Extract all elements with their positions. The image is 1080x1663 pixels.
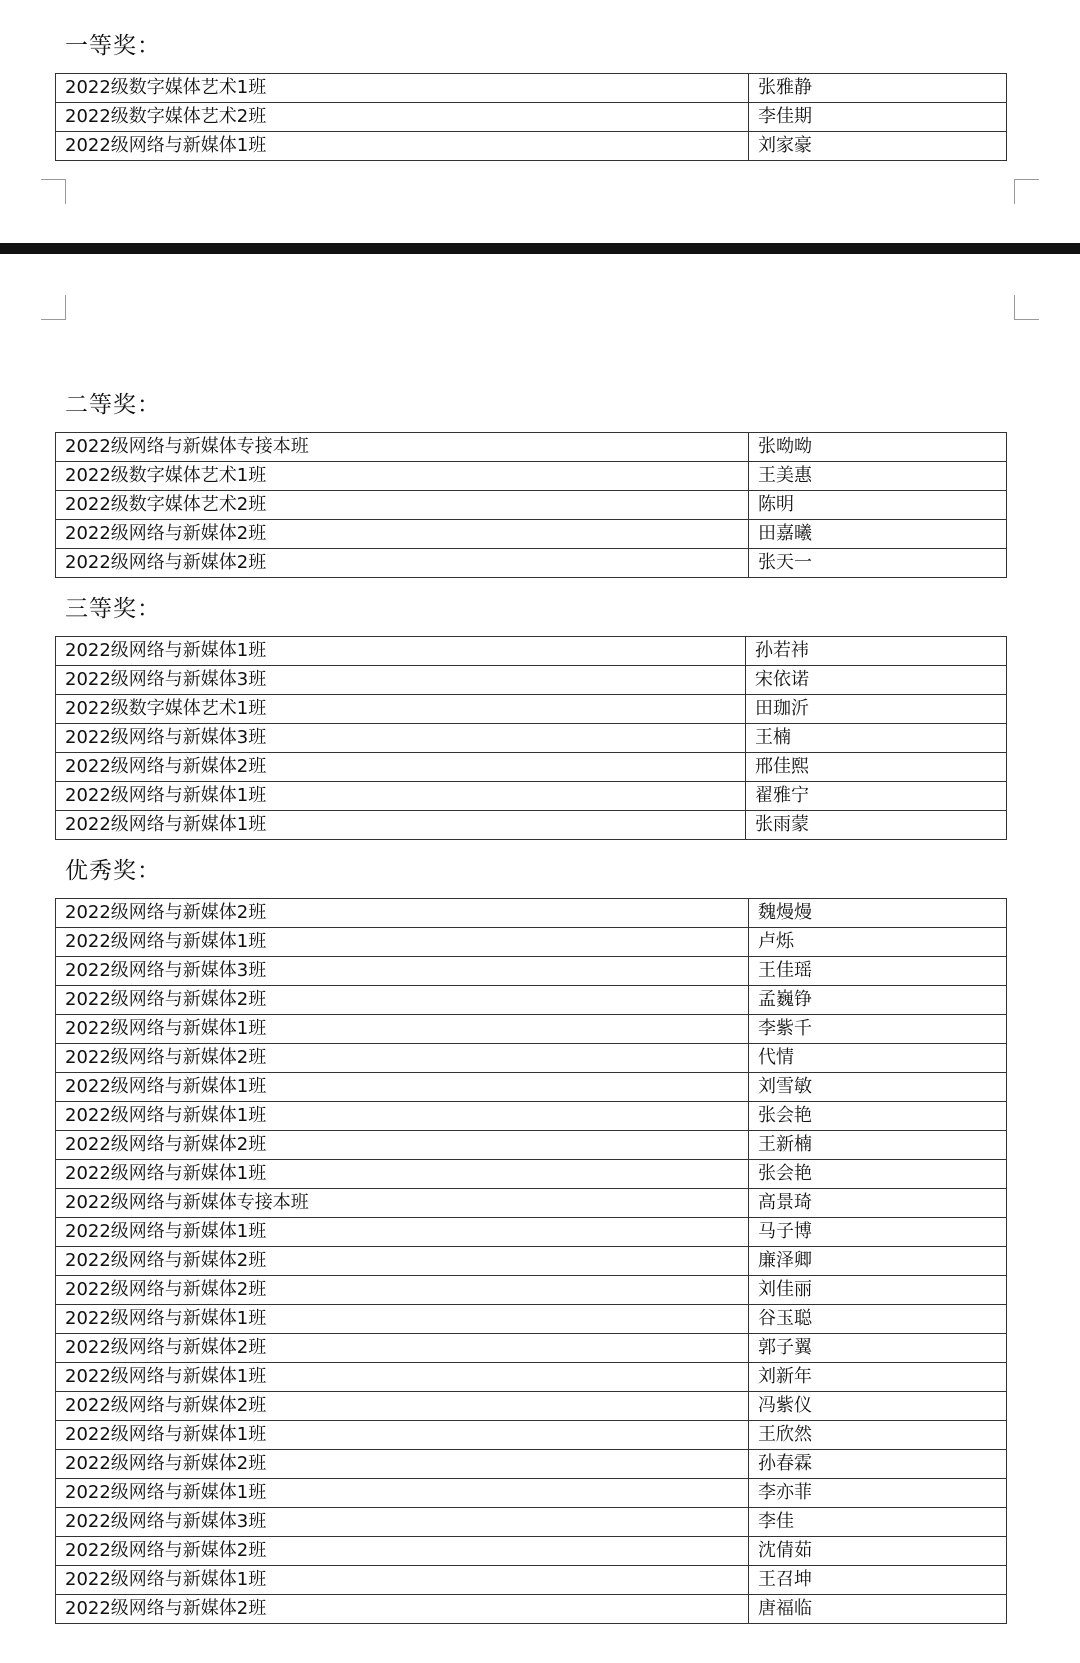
table-row: [56, 1015, 1007, 1044]
class-name-cell: 2022级网络与新媒体1班: [56, 1015, 749, 1044]
table-row: [56, 491, 1007, 520]
class-name-cell: 2022级网络与新媒体1班: [56, 1305, 749, 1334]
table-row: [56, 1131, 1007, 1160]
class-name-cell: 2022级网络与新媒体1班: [56, 1218, 749, 1247]
third-prize-table: [55, 636, 1007, 840]
class-name-cell: 2022级网络与新媒体1班: [56, 811, 746, 840]
student-name-cell: 邢佳熙: [746, 753, 1007, 782]
table-row: [56, 433, 1007, 462]
section-title-second-prize: 二等奖：: [65, 392, 161, 418]
second-prize-table: [55, 432, 1007, 578]
table-row: [56, 1276, 1007, 1305]
student-name-cell: 王欣然: [749, 1421, 1007, 1450]
table-row: [56, 549, 1007, 578]
student-name-cell: 王美惠: [749, 462, 1007, 491]
class-name-cell: 2022级网络与新媒体3班: [56, 666, 746, 695]
first-prize-table: [55, 73, 1007, 161]
table-row: [56, 753, 1007, 782]
student-name-cell: 刘佳丽: [749, 1276, 1007, 1305]
student-name-cell: 张雅静: [749, 74, 1007, 103]
table-row: [56, 928, 1007, 957]
student-name-cell: 唐福临: [749, 1595, 1007, 1624]
table-row: [56, 462, 1007, 491]
student-name-cell: 李亦菲: [749, 1479, 1007, 1508]
student-name-cell: 卢烁: [749, 928, 1007, 957]
section-title-excellence-prize: 优秀奖：: [65, 858, 161, 884]
table-row: [56, 1189, 1007, 1218]
class-name-cell: 2022级网络与新媒体2班: [56, 1537, 749, 1566]
table-row: [56, 520, 1007, 549]
class-name-cell: 2022级网络与新媒体1班: [56, 637, 746, 666]
class-name-cell: 2022级网络与新媒体2班: [56, 1334, 749, 1363]
student-name-cell: 张天一: [749, 549, 1007, 578]
table-row: [56, 811, 1007, 840]
student-name-cell: 王佳瑶: [749, 957, 1007, 986]
page-corner-mark: [1014, 179, 1039, 204]
table-row: [56, 957, 1007, 986]
table-row: [56, 782, 1007, 811]
table-row: [56, 1334, 1007, 1363]
class-name-cell: 2022级网络与新媒体3班: [56, 1508, 749, 1537]
class-name-cell: 2022级网络与新媒体2班: [56, 1392, 749, 1421]
excellence-prize-table: [55, 898, 1007, 1624]
student-name-cell: 郭子翼: [749, 1334, 1007, 1363]
student-name-cell: 王新楠: [749, 1131, 1007, 1160]
section-title-first-prize: 一等奖：: [65, 33, 161, 59]
class-name-cell: 2022级网络与新媒体3班: [56, 724, 746, 753]
table-row: [56, 1479, 1007, 1508]
student-name-cell: 谷玉聪: [749, 1305, 1007, 1334]
student-name-cell: 沈倩茹: [749, 1537, 1007, 1566]
class-name-cell: 2022级网络与新媒体2班: [56, 986, 749, 1015]
class-name-cell: 2022级网络与新媒体2班: [56, 1276, 749, 1305]
student-name-cell: 王楠: [746, 724, 1007, 753]
student-name-cell: 翟雅宁: [746, 782, 1007, 811]
table-row: [56, 1073, 1007, 1102]
table-row: [56, 666, 1007, 695]
class-name-cell: 2022级网络与新媒体2班: [56, 549, 749, 578]
class-name-cell: 2022级网络与新媒体2班: [56, 1044, 749, 1073]
student-name-cell: 李紫千: [749, 1015, 1007, 1044]
class-name-cell: 2022级网络与新媒体2班: [56, 520, 749, 549]
table-row: [56, 724, 1007, 753]
student-name-cell: 田嘉曦: [749, 520, 1007, 549]
student-name-cell: 田珈沂: [746, 695, 1007, 724]
table-row: [56, 986, 1007, 1015]
class-name-cell: 2022级网络与新媒体2班: [56, 753, 746, 782]
student-name-cell: 陈明: [749, 491, 1007, 520]
table-row: [56, 103, 1007, 132]
student-name-cell: 刘新年: [749, 1363, 1007, 1392]
student-name-cell: 魏熳熳: [749, 899, 1007, 928]
student-name-cell: 孙春霖: [749, 1450, 1007, 1479]
class-name-cell: 2022级网络与新媒体2班: [56, 1595, 749, 1624]
class-name-cell: 2022级网络与新媒体1班: [56, 132, 749, 161]
student-name-cell: 李佳期: [749, 103, 1007, 132]
student-name-cell: 李佳: [749, 1508, 1007, 1537]
table-row: [56, 1595, 1007, 1624]
class-name-cell: 2022级网络与新媒体1班: [56, 1160, 749, 1189]
page-corner-mark: [1014, 295, 1039, 320]
table-row: [56, 74, 1007, 103]
class-name-cell: 2022级网络与新媒体2班: [56, 1131, 749, 1160]
class-name-cell: 2022级网络与新媒体1班: [56, 1102, 749, 1131]
table-row: [56, 1566, 1007, 1595]
student-name-cell: 张会艳: [749, 1160, 1007, 1189]
table-row: [56, 1305, 1007, 1334]
student-name-cell: 孟巍铮: [749, 986, 1007, 1015]
table-row: [56, 1247, 1007, 1276]
table-row: [56, 1044, 1007, 1073]
table-row: [56, 1537, 1007, 1566]
class-name-cell: 2022级网络与新媒体2班: [56, 1450, 749, 1479]
student-name-cell: 王召坤: [749, 1566, 1007, 1595]
class-name-cell: 2022级网络与新媒体1班: [56, 928, 749, 957]
table-row: [56, 1450, 1007, 1479]
class-name-cell: 2022级网络与新媒体2班: [56, 899, 749, 928]
table-row: [56, 1218, 1007, 1247]
class-name-cell: 2022级数字媒体艺术1班: [56, 695, 746, 724]
class-name-cell: 2022级网络与新媒体1班: [56, 1421, 749, 1450]
student-name-cell: 宋依诺: [746, 666, 1007, 695]
class-name-cell: 2022级数字媒体艺术1班: [56, 462, 749, 491]
student-name-cell: 张呦呦: [749, 433, 1007, 462]
table-row: [56, 1392, 1007, 1421]
student-name-cell: 高景琦: [749, 1189, 1007, 1218]
table-row: [56, 637, 1007, 666]
student-name-cell: 马子博: [749, 1218, 1007, 1247]
table-row: [56, 1421, 1007, 1450]
class-name-cell: 2022级网络与新媒体2班: [56, 1247, 749, 1276]
class-name-cell: 2022级数字媒体艺术2班: [56, 491, 749, 520]
class-name-cell: 2022级网络与新媒体3班: [56, 957, 749, 986]
student-name-cell: 张雨蒙: [746, 811, 1007, 840]
student-name-cell: 刘雪敏: [749, 1073, 1007, 1102]
table-row: [56, 695, 1007, 724]
table-row: [56, 1508, 1007, 1537]
page-separator: [0, 243, 1080, 254]
student-name-cell: 代情: [749, 1044, 1007, 1073]
student-name-cell: 张会艳: [749, 1102, 1007, 1131]
student-name-cell: 廉泽卿: [749, 1247, 1007, 1276]
student-name-cell: 孙若祎: [746, 637, 1007, 666]
class-name-cell: 2022级网络与新媒体1班: [56, 1479, 749, 1508]
class-name-cell: 2022级网络与新媒体1班: [56, 1566, 749, 1595]
class-name-cell: 2022级网络与新媒体1班: [56, 782, 746, 811]
class-name-cell: 2022级数字媒体艺术2班: [56, 103, 749, 132]
student-name-cell: 冯紫仪: [749, 1392, 1007, 1421]
class-name-cell: 2022级网络与新媒体1班: [56, 1073, 749, 1102]
table-row: [56, 1102, 1007, 1131]
table-row: [56, 1160, 1007, 1189]
student-name-cell: 刘家豪: [749, 132, 1007, 161]
class-name-cell: 2022级网络与新媒体专接本班: [56, 1189, 749, 1218]
table-row: [56, 1363, 1007, 1392]
page-corner-mark: [41, 295, 66, 320]
class-name-cell: 2022级网络与新媒体专接本班: [56, 433, 749, 462]
section-title-third-prize: 三等奖：: [65, 596, 161, 622]
class-name-cell: 2022级网络与新媒体1班: [56, 1363, 749, 1392]
page-corner-mark: [41, 179, 66, 204]
table-row: [56, 899, 1007, 928]
table-row: [56, 132, 1007, 161]
class-name-cell: 2022级数字媒体艺术1班: [56, 74, 749, 103]
